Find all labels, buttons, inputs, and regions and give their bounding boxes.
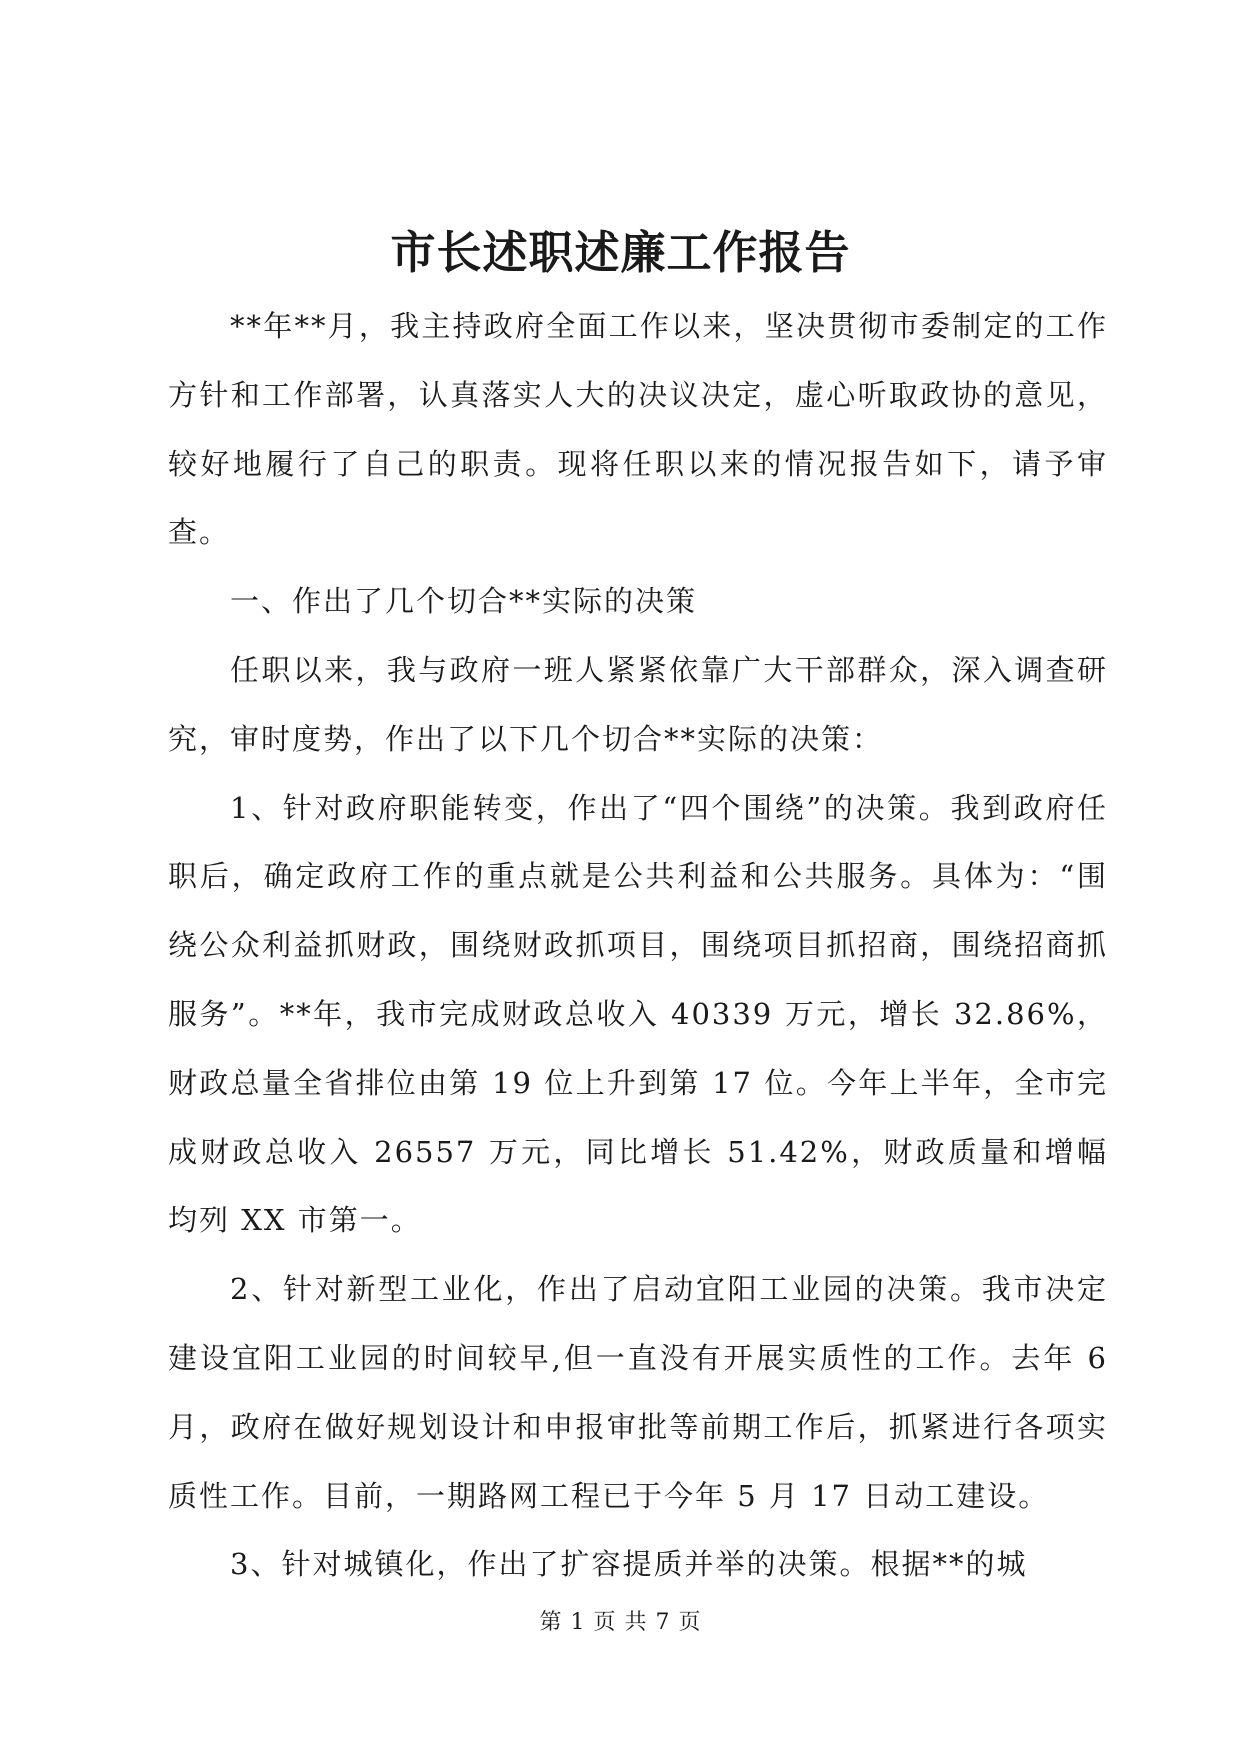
- paragraph-item-3: 3、针对城镇化，作出了扩容提质并举的决策。根据**的城: [230, 1547, 1028, 1582]
- section-heading-1: 一、作出了几个切合**实际的决策: [230, 584, 698, 619]
- paragraph-item-1: 1、针对政府职能转变，作出了“四个围绕”的决策。我到政府任职后，确定政府工作的重点就是公共利益和公共服务。具体为：“围绕公众利益抓财政，围绕财政抓项目，围绕项目抓招商，围绕招商抓服务”。**年，我市完成财政总收入 40339 万元，增长 32.86%，财政总量全省排位由第 19 位上升到第 17 位。今年上半年，全市完成财政总收入 26557 万元，同比增长 51.42%，财政质量和增幅均列 XX 市第一。: [168, 790, 1108, 1238]
- page-number-footer: 第 1 页 共 7 页: [539, 1610, 702, 1635]
- document-body: [168, 292, 1108, 1599]
- paragraph-intro: **年**月，我主持政府全面工作以来，坚决贯彻市委制定的工作方针和工作部署，认真落实人大的决议决定，虚心听取政协的意见，较好地履行了自己的职责。现将任职以来的情况报告如下，请予审查。: [168, 309, 1108, 550]
- paragraph-item-2: 2、针对新型工业化，作出了启动宜阳工业园的决策。我市决定建设宜阳工业园的时间较早,但一直没有开展实质性的工作。去年 6 月，政府在做好规划设计和申报审批等前期工作后，抓紧进行各项实质性工作。目前，一期路网工程已于今年 5 月 17 日动工建设。: [168, 1272, 1108, 1513]
- document-title: 市长述职述廉工作报告: [390, 226, 851, 279]
- paragraph-section-intro: 任职以来，我与政府一班人紧紧依靠广大干部群众，深入调查研究，审时度势，作出了以下几个切合**实际的决策：: [168, 652, 1108, 756]
